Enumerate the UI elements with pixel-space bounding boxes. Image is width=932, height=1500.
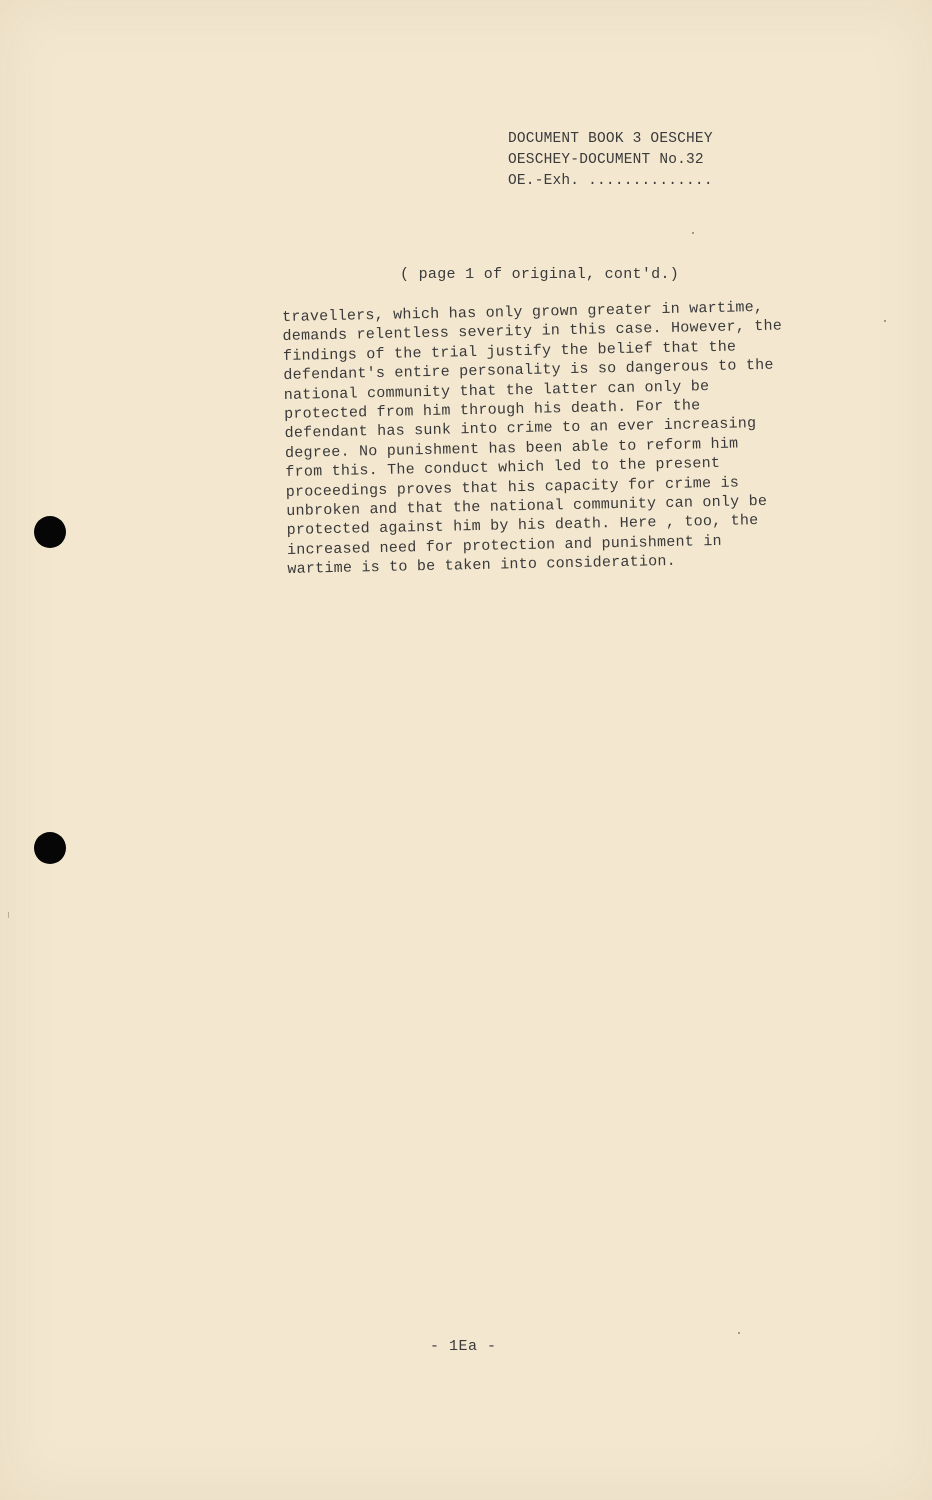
document-header <box>508 129 713 192</box>
page-continuation-note: ( page 1 of original, cont'd.) <box>400 266 680 283</box>
body-line: wartime is to be taken into consideration. <box>287 553 677 579</box>
punch-hole-top <box>34 516 66 548</box>
paper-speck <box>738 1332 740 1334</box>
body-line: proceedings proves that his capacity for crime is <box>285 474 740 501</box>
exhibit-label: OE.-Exh. .............. <box>508 173 713 189</box>
body-line: degree. No punishment has been able to reform him <box>284 435 739 462</box>
body-text <box>282 297 828 580</box>
document-book-label: DOCUMENT BOOK 3 OESCHEY <box>508 131 713 147</box>
body-line: defendant's entire personality is so dangerous to the <box>283 356 774 385</box>
document-number-label: OESCHEY-DOCUMENT No.32 <box>508 152 704 168</box>
body-line: findings of the trial justify the belief that the <box>282 338 737 365</box>
paper-speck <box>884 320 886 322</box>
body-line: protected from him through his death. For the <box>284 397 701 424</box>
paper-speck <box>692 232 694 234</box>
page-number: - 1Ea - <box>430 1338 497 1355</box>
edge-mark <box>8 912 9 918</box>
body-line: unbroken and that the national community can only be <box>286 492 768 521</box>
body-line: defendant has sunk into crime to an ever increasing <box>284 415 757 443</box>
punch-hole-bottom <box>34 832 66 864</box>
body-line: travellers, which has only grown greater in wartime, <box>282 298 764 326</box>
body-line: demands relentless severity in this case. However, the <box>282 317 783 346</box>
body-line: from this. The conduct which led to the present <box>285 455 721 482</box>
body-line: increased need for protection and punishment in <box>286 532 722 559</box>
body-line: national community that the latter can only be <box>283 377 710 404</box>
body-line: protected against him by his death. Here , too, the <box>286 512 759 540</box>
